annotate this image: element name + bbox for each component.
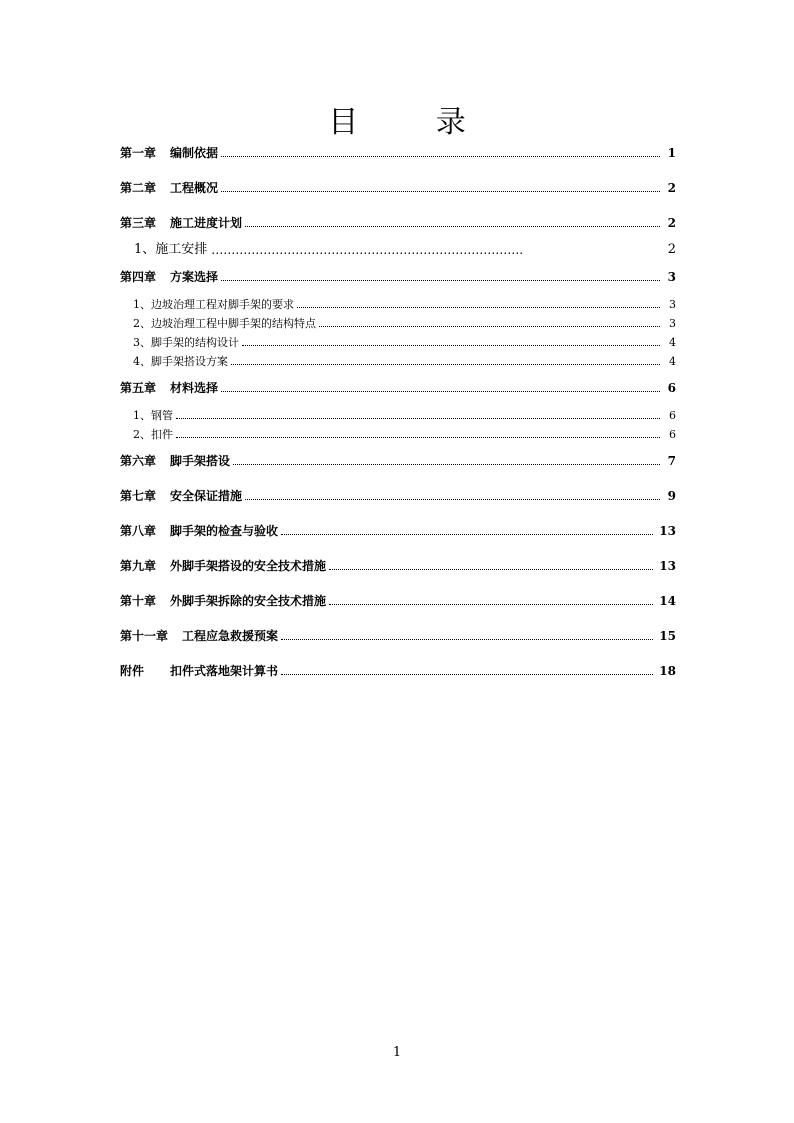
toc-entry-title: 编制依据 bbox=[170, 146, 219, 160]
toc-entry-title: 安全保证措施 bbox=[170, 489, 243, 503]
toc-entry-title: 工程概况 bbox=[170, 181, 219, 195]
toc-entry-chapter-2[interactable] bbox=[120, 182, 676, 195]
toc-entry-chapter-4[interactable] bbox=[120, 271, 676, 284]
toc-entry-title: 扣件式落地架计算书 bbox=[170, 664, 279, 678]
toc-page-number: 4 bbox=[669, 355, 676, 368]
toc-page-number: 13 bbox=[659, 524, 676, 538]
dot-leader bbox=[221, 390, 660, 392]
toc-page-number: 2 bbox=[667, 181, 676, 195]
toc-entry-section-5-1[interactable] bbox=[120, 410, 676, 422]
toc-entry-appendix[interactable] bbox=[120, 665, 676, 678]
toc-entry-title: 材料选择 bbox=[170, 381, 219, 395]
dot-leader bbox=[281, 533, 653, 535]
toc-entry-title: 施工进度计划 bbox=[170, 216, 243, 230]
dot-leader bbox=[233, 463, 660, 465]
dot-leader bbox=[281, 638, 653, 640]
toc-entry-title: 外脚手架拆除的安全技术措施 bbox=[170, 594, 327, 608]
toc-chapter-number: 第十一章 bbox=[120, 629, 169, 643]
toc-page-number: 13 bbox=[659, 559, 676, 573]
toc-page-number: 2 bbox=[667, 216, 676, 230]
toc-page-number: 6 bbox=[667, 381, 676, 395]
page-number-footer: 1 bbox=[392, 1045, 402, 1060]
toc-entry-chapter-5[interactable] bbox=[120, 382, 676, 395]
toc-chapter-number: 第四章 bbox=[120, 270, 157, 284]
toc-chapter-number: 第八章 bbox=[120, 524, 157, 538]
toc-entry-chapter-1[interactable] bbox=[120, 147, 676, 160]
toc-chapter-number: 第十章 bbox=[120, 594, 157, 608]
dot-leader bbox=[176, 417, 660, 419]
toc-page-number: 1 bbox=[667, 146, 676, 160]
toc-chapter-number: 第九章 bbox=[120, 559, 157, 573]
toc-entry-section-5-2[interactable] bbox=[120, 429, 676, 441]
toc-entry-title: 1、钢管 bbox=[133, 409, 173, 422]
toc-page-number: 3 bbox=[667, 270, 676, 284]
dot-leader bbox=[221, 190, 660, 192]
dot-leader bbox=[329, 568, 653, 570]
toc-entry-section-4-4[interactable] bbox=[120, 356, 676, 368]
dot-leader bbox=[221, 279, 660, 281]
toc-page-number: 15 bbox=[659, 629, 676, 643]
toc-entry-title: 外脚手架搭设的安全技术措施 bbox=[170, 559, 327, 573]
toc-page-number: 9 bbox=[667, 489, 676, 503]
toc-page-number: 6 bbox=[669, 409, 676, 422]
toc-page-number: 6 bbox=[669, 428, 676, 441]
toc-chapter-number: 第六章 bbox=[120, 454, 157, 468]
dot-leader bbox=[319, 325, 660, 327]
dot-leader bbox=[221, 155, 660, 157]
toc-page-number: 2 bbox=[667, 242, 676, 257]
toc-page-number: 3 bbox=[669, 298, 676, 311]
toc-entry-title: 1、施工安排 bbox=[134, 242, 208, 257]
toc-entry-title: 1、边坡治理工程对脚手架的要求 bbox=[133, 298, 294, 311]
toc-page-number: 4 bbox=[669, 336, 676, 349]
dot-leader bbox=[297, 306, 660, 308]
toc-chapter-number: 第一章 bbox=[120, 146, 157, 160]
toc-chapter-number: 第三章 bbox=[120, 216, 157, 230]
toc-chapter-number: 第七章 bbox=[120, 489, 157, 503]
toc-entry-chapter-8[interactable] bbox=[120, 525, 676, 538]
dot-leader bbox=[242, 344, 660, 346]
dot-leader bbox=[176, 436, 660, 438]
toc-entry-title: 脚手架的检查与验收 bbox=[170, 524, 279, 538]
toc-entry-chapter-10[interactable] bbox=[120, 595, 676, 608]
toc-entry-title: 脚手架搭设 bbox=[170, 454, 231, 468]
toc-chapter-number: 第五章 bbox=[120, 381, 157, 395]
toc-entry-section-4-1[interactable] bbox=[120, 299, 676, 311]
toc-page-number: 3 bbox=[669, 317, 676, 330]
toc-entry-chapter-6[interactable] bbox=[120, 455, 676, 468]
toc-entry-chapter-11[interactable] bbox=[120, 630, 676, 643]
toc-entry-title: 2、扣件 bbox=[133, 428, 173, 441]
toc-entry-title: 方案选择 bbox=[170, 270, 219, 284]
dot-leader bbox=[231, 363, 660, 365]
page-title: 目 录 bbox=[328, 105, 500, 140]
toc-page-number: 14 bbox=[659, 594, 676, 608]
toc-entry-chapter-3[interactable] bbox=[120, 217, 676, 230]
toc-entry-title: 工程应急救援预案 bbox=[182, 629, 279, 643]
toc-entry-title: 2、边坡治理工程中脚手架的结构特点 bbox=[133, 317, 316, 330]
dot-leader bbox=[329, 603, 653, 605]
toc-entry-section-3-1[interactable] bbox=[120, 243, 676, 257]
toc-entry-title: 4、脚手架搭设方案 bbox=[133, 355, 228, 368]
toc-page-number: 7 bbox=[667, 454, 676, 468]
toc-entry-chapter-9[interactable] bbox=[120, 560, 676, 573]
dot-leader: …………………………………………………………………… bbox=[211, 244, 524, 258]
toc-entry-title: 3、脚手架的结构设计 bbox=[133, 336, 239, 349]
toc-chapter-number: 第二章 bbox=[120, 181, 157, 195]
dot-leader bbox=[245, 498, 660, 500]
toc-page-number: 18 bbox=[659, 664, 676, 678]
toc-chapter-number: 附件 bbox=[120, 664, 145, 678]
dot-leader bbox=[245, 225, 660, 227]
dot-leader bbox=[281, 673, 653, 675]
toc-entry-section-4-2[interactable] bbox=[120, 318, 676, 330]
toc-entry-section-4-3[interactable] bbox=[120, 337, 676, 349]
toc-entry-chapter-7[interactable] bbox=[120, 490, 676, 503]
